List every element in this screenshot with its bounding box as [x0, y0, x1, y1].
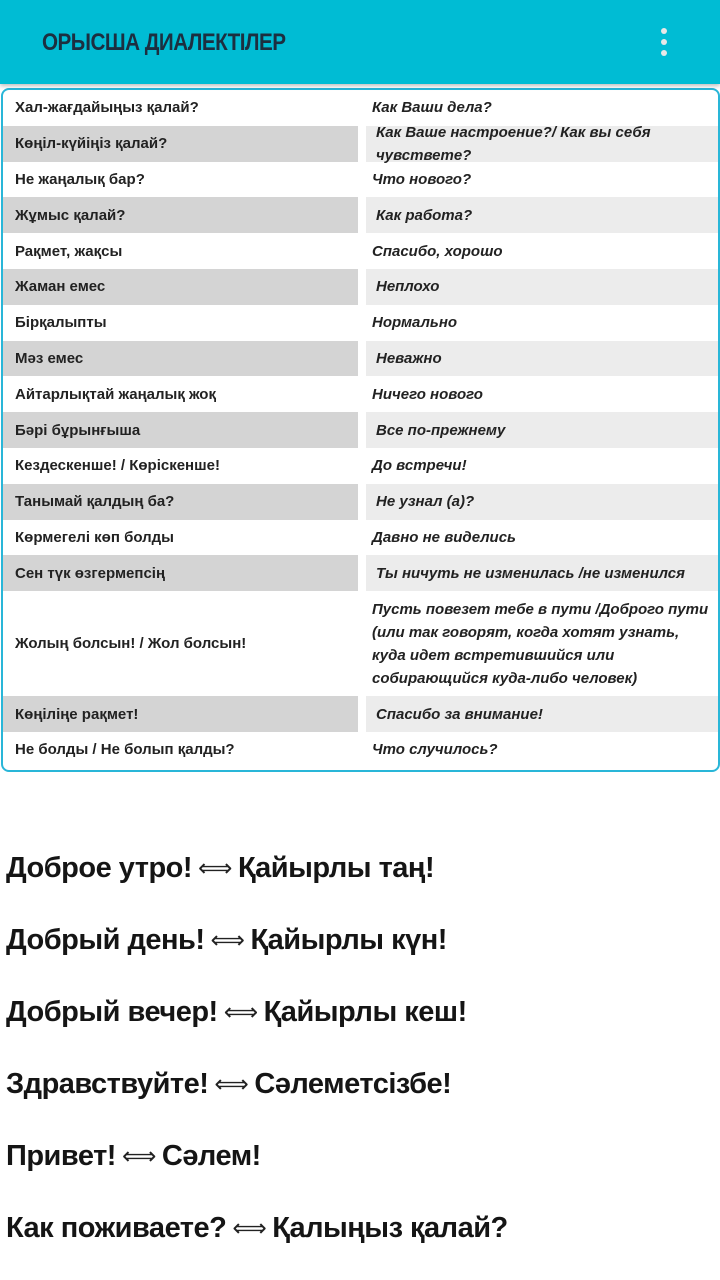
list-item — [6, 1048, 720, 1120]
table-row — [3, 555, 718, 591]
menu-dot — [661, 50, 667, 56]
kazakh-cell: Көңіл-күйіңіз қалай? — [3, 126, 358, 162]
kazakh-cell: Жұмыс қалай? — [3, 197, 358, 233]
russian-cell: До встречи! — [372, 457, 467, 475]
table-row — [3, 448, 718, 484]
table-row — [3, 162, 718, 198]
russian-phrase: Доброе утро! — [6, 851, 193, 884]
double-arrow-icon: ⟺ — [223, 998, 258, 1026]
table-row — [3, 376, 718, 412]
kazakh-phrase: Қайырлы кеш! — [263, 995, 467, 1028]
menu-dot — [661, 39, 667, 45]
table-row — [3, 269, 718, 305]
russian-cell: Все по-прежнему — [366, 412, 718, 448]
phrase-list — [6, 832, 720, 1264]
russian-phrase: Привет! — [6, 1139, 116, 1172]
russian-cell: Ничего нового — [372, 385, 483, 403]
kazakh-cell: Жолың болсын! / Жол болсын! — [15, 635, 247, 653]
list-item — [6, 1192, 720, 1264]
kazakh-phrase: Сәлеметсізбе! — [254, 1067, 452, 1100]
more-vert-icon[interactable] — [650, 22, 678, 62]
list-item — [6, 904, 720, 976]
russian-cell: Как Ваши дела? — [372, 99, 492, 117]
kazakh-cell: Рақмет, жақсы — [15, 242, 123, 260]
russian-cell: Как Ваше настроение?/ Как вы себя чувстветe? — [366, 126, 718, 162]
russian-cell: Что случилось? — [372, 741, 498, 759]
russian-cell: Пусть повезет тебе в пути /Доброго пути (или так говорят, когда хотят узнать, куда идет встретившийся или собирающийся куда-либо человек) — [372, 600, 709, 687]
table-row — [3, 732, 718, 768]
russian-phrase: Здравствуйте! — [6, 1067, 209, 1100]
kazakh-cell: Көрмегелі көп болды — [15, 528, 174, 546]
table-row — [3, 233, 718, 269]
table-row — [3, 305, 718, 341]
kazakh-cell: Сен түк өзгермепсің — [3, 555, 358, 591]
kazakh-cell: Көңіліңе рақмет! — [3, 696, 358, 732]
phrase-table — [1, 88, 720, 772]
double-arrow-icon: ⟺ — [214, 1070, 249, 1098]
russian-cell: Как работа? — [366, 197, 718, 233]
russian-cell: Спасибо, хорошо — [372, 242, 503, 260]
kazakh-cell: Танымай қалдың ба? — [3, 484, 358, 520]
menu-dot — [661, 28, 667, 34]
kazakh-phrase: Қайырлы күн! — [250, 923, 447, 956]
table-row — [3, 412, 718, 448]
russian-phrase: Добрый день! — [6, 923, 205, 956]
table-row — [3, 123, 718, 164]
kazakh-phrase: Қалыңыз қалай? — [272, 1211, 508, 1244]
kazakh-cell: Хал-жағдайыңыз қалай? — [15, 99, 199, 117]
kazakh-cell: Кездескенше! / Көріскенше! — [15, 457, 220, 475]
kazakh-cell: Не жаңалық бар? — [15, 170, 145, 188]
double-arrow-icon: ⟺ — [210, 926, 245, 954]
list-item — [6, 976, 720, 1048]
russian-cell: Неплохо — [366, 269, 718, 305]
kazakh-cell: Не болды / Не болып қалды? — [15, 741, 235, 759]
table-row — [3, 484, 718, 520]
russian-phrase: Как поживаете? — [6, 1211, 227, 1244]
kazakh-cell: Жаман емес — [3, 269, 358, 305]
russian-cell: Что нового? — [372, 170, 472, 188]
table-row — [3, 197, 718, 233]
russian-cell: Не узнал (а)? — [366, 484, 718, 520]
table-row — [3, 520, 718, 556]
russian-phrase: Добрый вечер! — [6, 995, 218, 1028]
double-arrow-icon: ⟺ — [198, 854, 232, 882]
list-item — [6, 832, 720, 904]
double-arrow-icon: ⟺ — [232, 1214, 267, 1242]
russian-cell: Неважно — [366, 341, 718, 377]
kazakh-phrase: Қайырлы таң! — [237, 851, 435, 884]
page-title: ОРЫСША ДИАЛЕКТІЛЕР — [42, 29, 286, 56]
list-item — [6, 1120, 720, 1192]
russian-cell: Нормально — [372, 314, 458, 332]
russian-cell: Ты ничуть не изменилась /не изменился — [366, 555, 718, 591]
kazakh-cell: Мәз емес — [3, 341, 358, 377]
table-row — [3, 341, 718, 377]
russian-cell: Спасибо за внимание! — [366, 696, 718, 732]
app-bar — [0, 0, 720, 84]
table-row — [3, 696, 718, 732]
russian-cell: Давно не виделись — [372, 528, 516, 546]
double-arrow-icon: ⟺ — [121, 1142, 156, 1170]
kazakh-phrase: Сәлем! — [161, 1139, 261, 1172]
kazakh-cell: Бәрі бұрынғыша — [3, 412, 358, 448]
kazakh-cell: Бірқалыпты — [15, 314, 107, 332]
table-row — [3, 591, 718, 696]
kazakh-cell: Айтарлықтай жаңалық жоқ — [15, 385, 216, 403]
